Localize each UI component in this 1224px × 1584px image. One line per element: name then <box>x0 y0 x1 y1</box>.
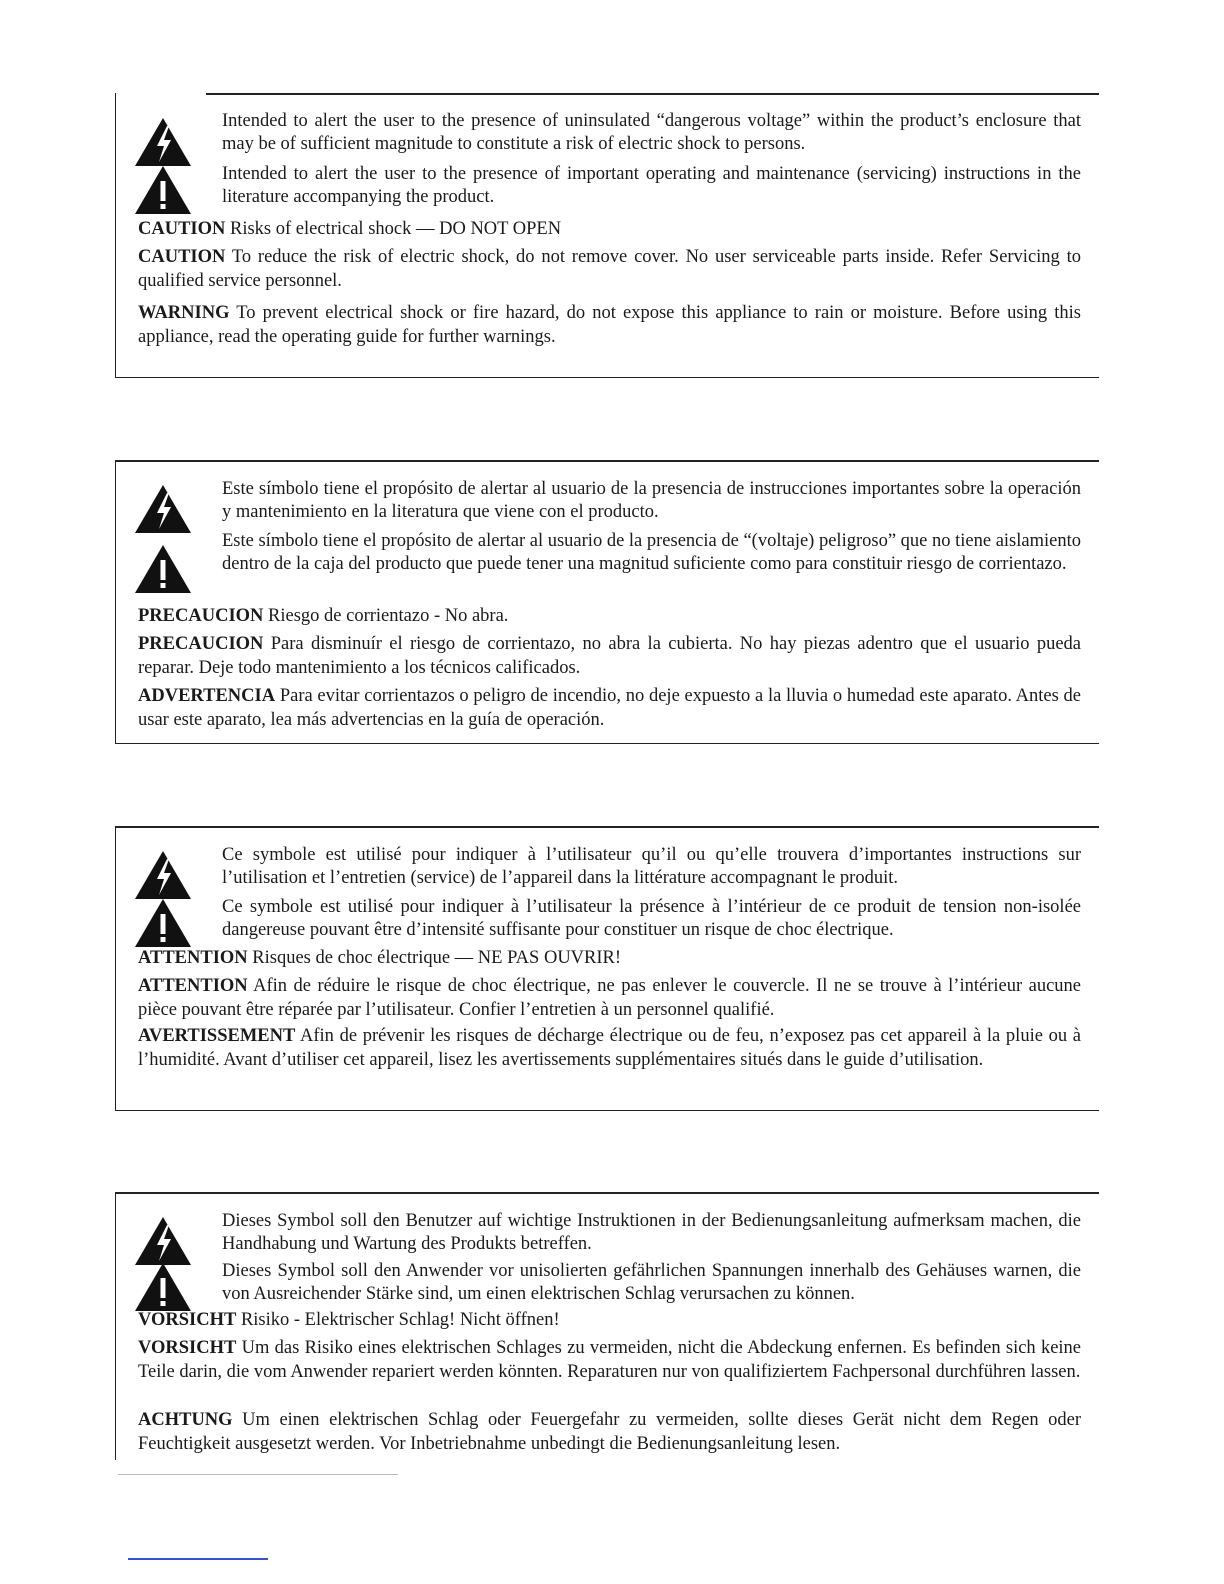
notice-text: Para evitar corrientazos o peligro de incendio, no deje expuesto a la lluvia o humedad este aparato. Antes de usar este aparato, lea más advertencias en la guía de operación. <box>138 686 1081 730</box>
lightning-warning-icon <box>134 850 192 900</box>
symbol-description: Ce symbole est utilisé pour indiquer à l’utilisateur la présence à l’intérieur de ce produit de tension non-isolée dangereuse pouvant être d’intensité suffisante pour constituer un risque de choc électrique. <box>222 897 1081 940</box>
section-top-rule <box>206 93 1099 95</box>
notice-text: To reduce the risk of electric shock, do not remove cover. No user serviceable parts inside. Refer Servicing to qualified service personnel. <box>138 247 1081 291</box>
symbol-description: Intended to alert the user to the presence of important operating and maintenance (servicing) instructions in the literature accompanying the product. <box>222 164 1081 207</box>
safety-section-spanish <box>115 460 1099 744</box>
notice-vorsicht-open <box>138 1308 1081 1332</box>
notice-text: Um einen elektrischen Schlag oder Feuergefahr zu vermeiden, sollte dieses Gerät nicht dem Regen oder Feuchtigkeit ausgesetzt werden. Vor Inbetriebnahme unbedingt die Bedienungsanleitung lesen. <box>138 1410 1082 1454</box>
notice-text: Afin de réduire le risque de choc électrique, ne pas enlever le couvercle. Il ne se trouve à l’intérieur aucune pièce pouvant être réparée par l’utilisateur. Confier l’entretien à un personnel qualifié. <box>138 976 1081 1020</box>
notice-precaucion-cover <box>138 632 1081 680</box>
notice-achtung <box>138 1408 1081 1456</box>
symbol-description: Este símbolo tiene el propósito de alertar al usuario de la presencia de “(voltaje) peligroso” que no tiene aislamiento dentro de la caja del producto que puede tener una magnitud suficiente como para constituir riesgo de corrientazo. <box>222 531 1081 574</box>
section-bottom-rule <box>116 377 1099 379</box>
notice-text: Risiko - Elektrischer Schlag! Nicht öffnen! <box>240 1310 560 1330</box>
exclamation-warning-icon <box>134 544 192 594</box>
exclamation-warning-icon <box>134 1262 192 1312</box>
notice-caution-open <box>138 217 1081 241</box>
notice-keyword: VORSICHT <box>138 1310 237 1330</box>
notice-text: Riesgo de corrientazo - No abra. <box>268 606 509 626</box>
exclamation-warning-icon <box>134 165 192 215</box>
notice-keyword: PRECAUCION <box>138 634 264 654</box>
section-top-rule <box>116 1192 1099 1194</box>
section-bottom-rule <box>116 1110 1099 1112</box>
symbol-description: Dieses Symbol soll den Anwender vor unisolierten gefährlichen Spannungen innerhalb des Gehäuses warnen, die von Ausreichender Stärke sind, um einen elektrischen Schlag verursachen zu können. <box>222 1261 1081 1304</box>
notice-text: Um das Risiko eines elektrischen Schlages zu vermeiden, nicht die Abdeckung enfernen. Es befinden sich keine Teile darin, die vom Anwender repariert werden könnten. Reparaturen nur von qualifiziertem Fachpersonal durchführen lassen. <box>138 1338 1082 1382</box>
notice-keyword: AVERTISSEMENT <box>138 1026 296 1046</box>
safety-section-german <box>115 1192 1099 1460</box>
notice-text: Afin de prévenir les risques de décharge électrique ou de feu, n’exposez pas cet appareil à la pluie ou à l’humidité. Avant d’utiliser cet appareil, lisez les avertissements supplémentaires situés dans le guide d’utilisation. <box>138 1026 1081 1070</box>
lightning-warning-icon <box>134 117 192 167</box>
notice-keyword: VORSICHT <box>138 1338 237 1358</box>
exclamation-warning-icon <box>134 898 192 948</box>
section-bottom-rule <box>116 743 1099 745</box>
symbol-description: Dieses Symbol soll den Benutzer auf wichtige Instruktionen in der Bedienungsanleitung aufmerksam machen, die Handhabung und Wartung des Produkts betreffen. <box>222 1211 1081 1254</box>
notice-keyword: WARNING <box>138 303 230 323</box>
lightning-warning-icon <box>134 484 192 534</box>
notice-text: Para disminuír el riesgo de corrientazo, no abra la cubierta. No hay piezas adentro que el usuario pueda reparar. Deje todo mantenimiento a los técnicos calificados. <box>138 634 1082 678</box>
symbol-description: Ce symbole est utilisé pour indiquer à l’utilisateur qu’il ou qu’elle trouvera d’importantes instructions sur l’utilisation et l’entretien (service) de l’appareil dans la littérature accompagnant le produit. <box>222 845 1081 888</box>
notice-warning <box>138 301 1081 349</box>
notice-precaucion-open <box>138 604 1081 628</box>
notice-keyword: CAUTION <box>138 219 226 239</box>
faint-scan-line <box>118 1474 398 1475</box>
notice-text: To prevent electrical shock or fire hazard, do not expose this appliance to rain or moisture. Before using this appliance, read the operating guide for further warnings. <box>138 303 1081 347</box>
notice-keyword: CAUTION <box>138 247 226 267</box>
section-top-rule <box>116 460 1099 462</box>
notice-keyword: ADVERTENCIA <box>138 686 276 706</box>
blue-scan-line <box>128 1558 268 1560</box>
lightning-warning-icon <box>134 1216 192 1266</box>
section-top-rule <box>116 826 1099 828</box>
notice-attention-open <box>138 946 1081 970</box>
safety-section-english <box>115 93 1099 378</box>
notice-caution-cover <box>138 245 1081 293</box>
notice-keyword: ATTENTION <box>138 948 248 968</box>
notice-avertissement <box>138 1024 1081 1072</box>
notice-vorsicht-cover <box>138 1336 1081 1384</box>
notice-keyword: ACHTUNG <box>138 1410 233 1430</box>
notice-keyword: ATTENTION <box>138 976 248 996</box>
safety-section-french <box>115 826 1099 1111</box>
notice-text: Risks of electrical shock — DO NOT OPEN <box>230 219 562 239</box>
notice-text: Risques de choc électrique — NE PAS OUVRIR! <box>252 948 622 968</box>
symbol-description: Este símbolo tiene el propósito de alertar al usuario de la presencia de instrucciones importantes sobre la operación y mantenimiento en la literatura que viene con el producto. <box>222 479 1081 522</box>
notice-attention-cover <box>138 974 1081 1022</box>
symbol-description: Intended to alert the user to the presence of uninsulated “dangerous voltage” within the product’s enclosure that may be of sufficient magnitude to constitute a risk of electric shock to persons. <box>222 111 1081 154</box>
notice-keyword: PRECAUCION <box>138 606 264 626</box>
notice-advertencia <box>138 684 1081 732</box>
